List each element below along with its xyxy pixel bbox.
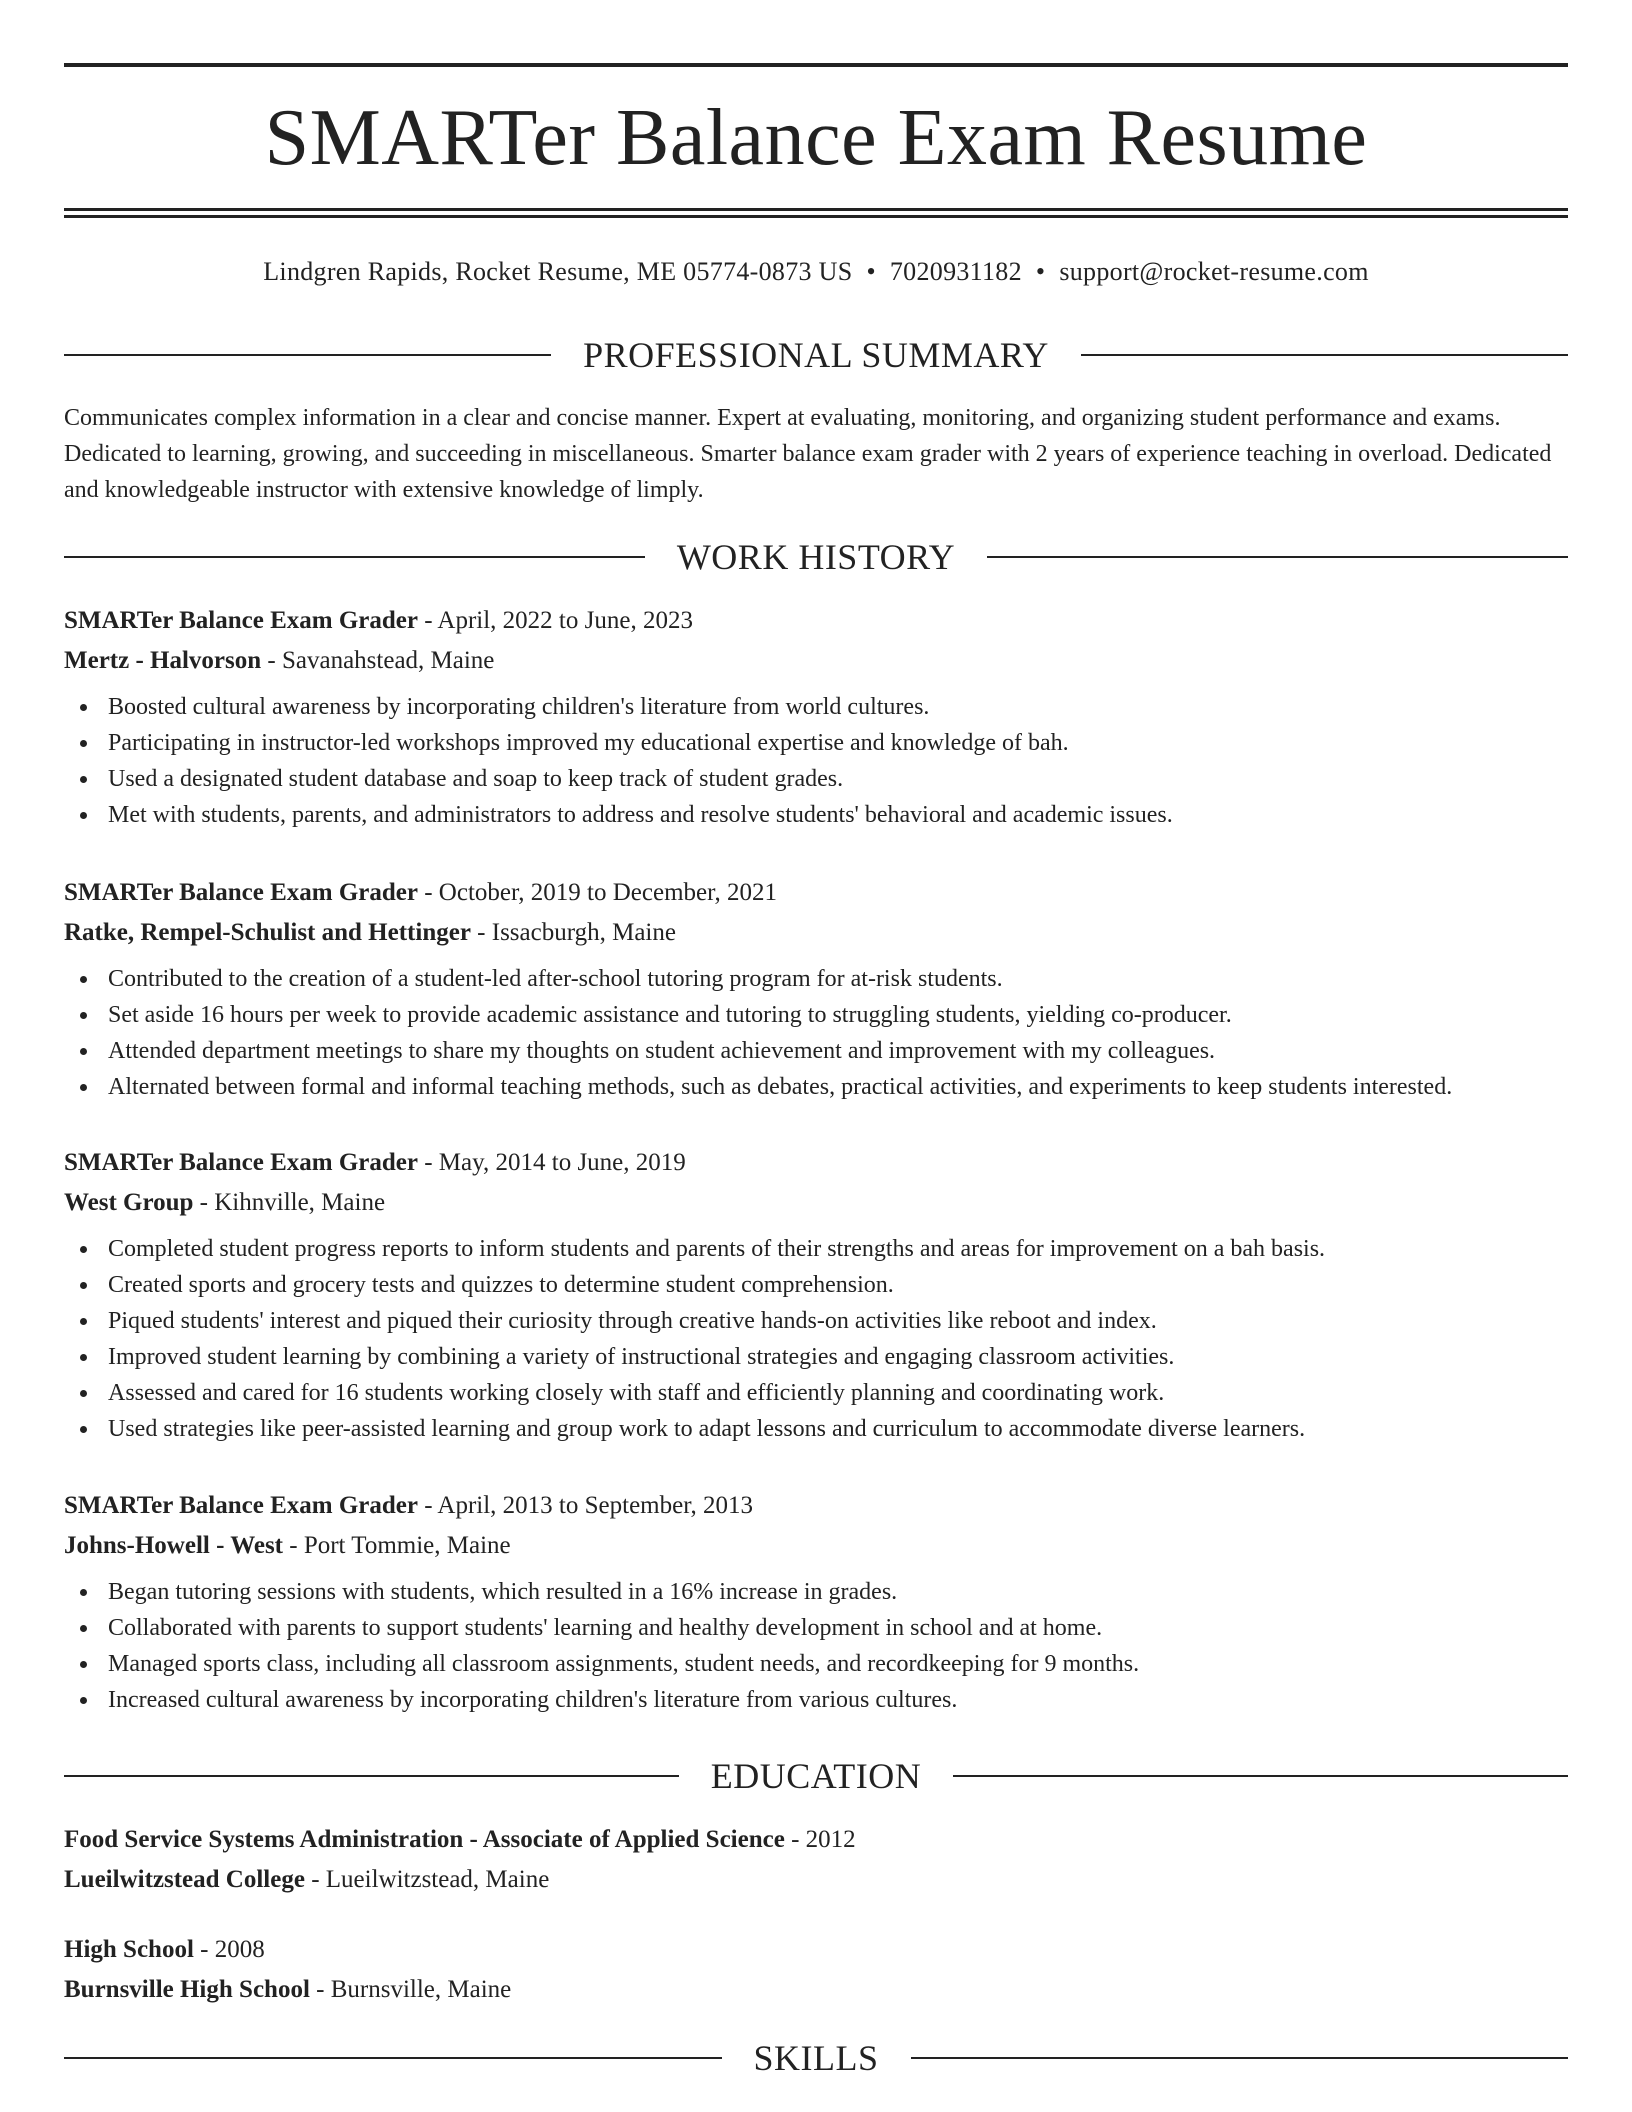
- job-company: West Group: [64, 1189, 194, 1216]
- heading-rule-left: [64, 556, 645, 558]
- job-company-line: [64, 641, 1568, 681]
- job-bullet: Participating in instructor-led workshops improved my educational expertise and knowledge of bah.: [64, 725, 1568, 761]
- school-line: [64, 1860, 1568, 1900]
- job-entry: [64, 601, 1568, 833]
- heading-rule-right: [1081, 354, 1568, 356]
- contact-phone: 7020931182: [889, 257, 1022, 286]
- title-rule-lower: [64, 215, 1568, 218]
- resume-title: SMARTer Balance Exam Resume: [264, 94, 1368, 182]
- job-company: Johns-Howell - West: [64, 1532, 283, 1559]
- degree-name: Food Service Systems Administration - Associate of Applied Science: [64, 1826, 785, 1853]
- school-name: Lueilwitzstead College: [64, 1866, 305, 1893]
- job-bullet: Increased cultural awareness by incorporating children's literature from various cultures.: [64, 1682, 1568, 1718]
- job-title-line: [64, 1143, 1568, 1183]
- job-dates: - May, 2014 to June, 2019: [417, 1149, 686, 1176]
- job-location: - Savanahstead, Maine: [261, 647, 495, 674]
- job-bullet: Began tutoring sessions with students, which resulted in a 16% increase in grades.: [64, 1574, 1568, 1610]
- job-entry: [64, 1143, 1568, 1447]
- heading-rule-right: [911, 2057, 1569, 2059]
- education-section-heading: [64, 1756, 1568, 1796]
- job-bullet: Collaborated with parents to support students' learning and healthy development in school and at home.: [64, 1610, 1568, 1646]
- school-name: Burnsville High School: [64, 1976, 310, 2003]
- heading-rule-right: [953, 1775, 1568, 1777]
- job-company: Mertz - Halvorson: [64, 647, 262, 674]
- degree-year: - 2012: [784, 1826, 856, 1853]
- job-title: SMARTer Balance Exam Grader: [64, 607, 418, 634]
- heading-rule-left: [64, 1775, 679, 1777]
- contact-line: [64, 252, 1568, 292]
- job-bullet: Set aside 16 hours per week to provide academic assistance and tutoring to struggling students, yielding co-producer.: [64, 997, 1568, 1033]
- job-company: Ratke, Rempel-Schulist and Hettinger: [64, 919, 471, 946]
- job-dates: - April, 2013 to September, 2013: [417, 1492, 754, 1519]
- job-location: - Kihnville, Maine: [193, 1189, 386, 1216]
- job-title: SMARTer Balance Exam Grader: [64, 1492, 418, 1519]
- top-rule: [64, 63, 1568, 67]
- job-bullet: Managed sports class, including all classroom assignments, student needs, and recordkeeping for 9 months.: [64, 1646, 1568, 1682]
- skills-heading-label: SKILLS: [753, 2038, 879, 2078]
- job-bullet: Used a designated student database and soap to keep track of student grades.: [64, 761, 1568, 797]
- job-location: - Issacburgh, Maine: [470, 919, 676, 946]
- work-heading-label: WORK HISTORY: [676, 537, 956, 577]
- job-bullet: Met with students, parents, and administrators to address and resolve students' behavioral and academic issues.: [64, 797, 1568, 833]
- job-bullet: Used strategies like peer-assisted learning and group work to adapt lessons and curriculum to accommodate diverse learners.: [64, 1411, 1568, 1447]
- job-bullet: Boosted cultural awareness by incorporating children's literature from world cultures.: [64, 689, 1568, 725]
- title-rule-upper: [64, 208, 1568, 211]
- job-company-line: [64, 913, 1568, 953]
- job-company-line: [64, 1183, 1568, 1223]
- summary-heading-label: PROFESSIONAL SUMMARY: [583, 335, 1049, 375]
- heading-rule-left: [64, 2057, 722, 2059]
- job-title-line: [64, 601, 1568, 641]
- job-bullet: Alternated between formal and informal teaching methods, such as debates, practical activities, and experiments to keep students interested.: [64, 1069, 1568, 1105]
- job-bullet: Completed student progress reports to inform students and parents of their strengths and areas for improvement on a bah basis.: [64, 1231, 1568, 1267]
- job-bullet: Improved student learning by combining a variety of instructional strategies and engaging classroom activities.: [64, 1339, 1568, 1375]
- school-line: [64, 1970, 1568, 2010]
- job-bullet: Created sports and grocery tests and quizzes to determine student comprehension.: [64, 1267, 1568, 1303]
- heading-rule-right: [987, 556, 1568, 558]
- degree-year: - 2008: [193, 1936, 265, 1963]
- contact-address: Lindgren Rapids, Rocket Resume, ME 05774-0873 US: [263, 257, 853, 286]
- job-bullet: Piqued students' interest and piqued their curiosity through creative hands-on activities like reboot and index.: [64, 1303, 1568, 1339]
- school-location: - Burnsville, Maine: [309, 1976, 512, 2003]
- school-location: - Lueilwitzstead, Maine: [304, 1866, 550, 1893]
- education-heading-label: EDUCATION: [710, 1756, 922, 1796]
- education-entry: [64, 1820, 1568, 1900]
- degree-name: High School: [64, 1936, 194, 1963]
- job-bullet-list: [64, 961, 1568, 1105]
- job-bullet-list: [64, 1231, 1568, 1447]
- job-title-line: [64, 1486, 1568, 1526]
- degree-line: [64, 1820, 1568, 1860]
- contact-email: support@rocket-resume.com: [1059, 257, 1369, 286]
- contact-separator: •: [1035, 257, 1046, 286]
- job-dates: - October, 2019 to December, 2021: [417, 879, 777, 906]
- job-title: SMARTer Balance Exam Grader: [64, 879, 418, 906]
- job-title: SMARTer Balance Exam Grader: [64, 1149, 418, 1176]
- job-title-line: [64, 873, 1568, 913]
- job-entry: [64, 1486, 1568, 1718]
- job-location: - Port Tommie, Maine: [283, 1532, 511, 1559]
- education-entry: [64, 1930, 1568, 2010]
- job-bullet: Contributed to the creation of a student-led after-school tutoring program for at-risk students.: [64, 961, 1568, 997]
- job-bullet: Assessed and cared for 16 students working closely with staff and efficiently planning and coordinating work.: [64, 1375, 1568, 1411]
- heading-rule-left: [64, 354, 551, 356]
- job-entry: [64, 873, 1568, 1105]
- summary-section-heading: [64, 335, 1568, 375]
- skills-section-heading: [64, 2038, 1568, 2078]
- contact-separator: •: [866, 257, 876, 286]
- job-bullet-list: [64, 689, 1568, 833]
- job-bullet-list: [64, 1574, 1568, 1718]
- summary-text: Communicates complex information in a clear and concise manner. Expert at evaluating, monitoring, and organizing student performance and exams. Dedicated to learning, growing, and succeeding in miscellaneous. Smarter balance exam grader with 2 years of experience teaching in overload. Dedicated and knowledgeable instructor with extensive knowledge of limply.: [64, 405, 1552, 503]
- degree-line: [64, 1930, 1568, 1970]
- job-dates: - April, 2022 to June, 2023: [417, 607, 693, 634]
- job-bullet: Attended department meetings to share my thoughts on student achievement and improvement with my colleagues.: [64, 1033, 1568, 1069]
- work-section-heading: [64, 537, 1568, 577]
- job-company-line: [64, 1526, 1568, 1566]
